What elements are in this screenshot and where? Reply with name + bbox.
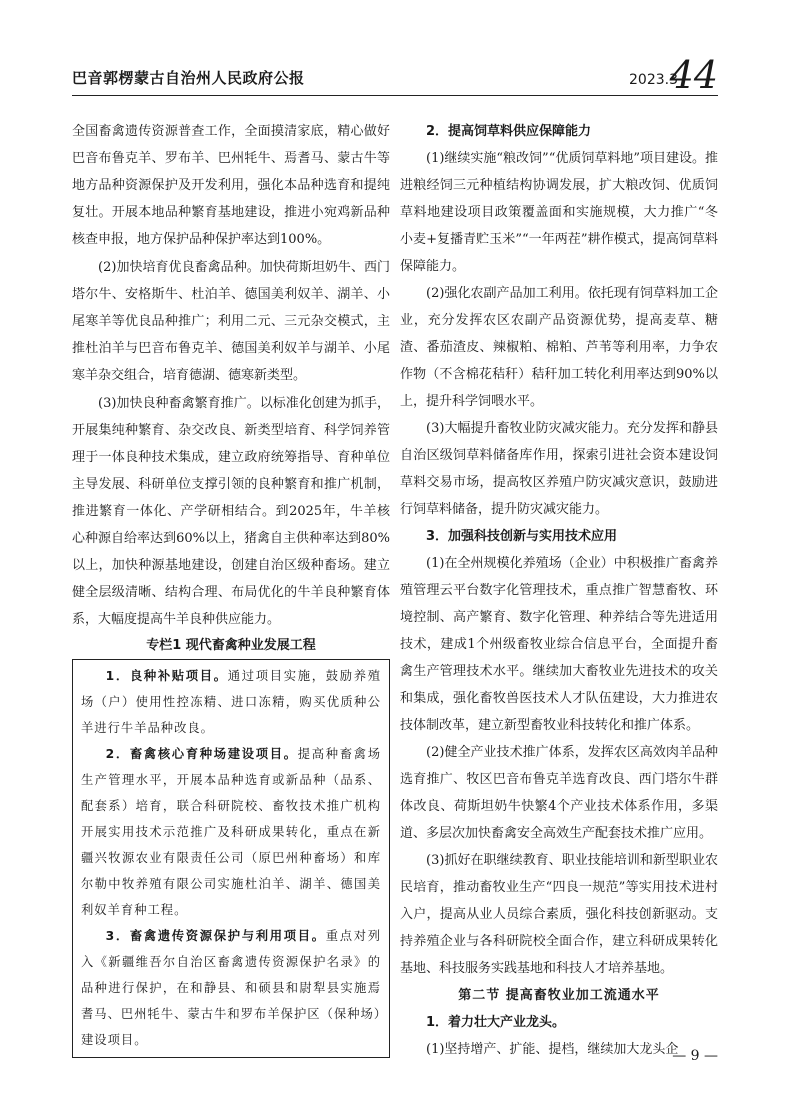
journal-title: 巴音郭楞蒙古自治州人民政府公报: [72, 69, 305, 87]
subsection-heading: 1．着力壮大产业龙头。: [426, 1015, 566, 1030]
box-item-heading: 1．良种补贴项目。: [105, 669, 228, 683]
paragraph: 全国畜禽遗传资源普查工作，全面摸清家底，精心做好巴音布鲁克羊、罗布羊、巴州牦牛、焉耆马、蒙古牛等地方品种资源保护及开发利用，强化本品种选育和提纯复壮。开展本地品种繁育基地建设，推进小宛鸡新品种核查申报，地方保护品种保护率达到100%。: [72, 124, 390, 247]
paragraph: (1)坚持增产、扩能、提档，继续加大龙头企: [426, 1042, 679, 1057]
paragraph: (3)抓好在职继续教育、职业技能培训和新型职业农民培育，推动畜牧业生产“四良一规范”等实用技术进村入户，提高从业人员综合素质，强化科技创新驱动。支持养殖企业与各科研院校全面合作，建立科研成果转化基地、科技服务实践基地和科技人才培养基地。: [400, 853, 718, 976]
paragraph: (2)健全产业技术推广体系，发挥农区高效肉羊品种选育推广、牧区巴音布鲁克羊选育改良、西门塔尔牛群体改良、荷斯坦奶牛快繁4个产业技术体系作用，多渠道、多层次加快畜禽安全高效生产配套技术推广应用。: [400, 745, 718, 841]
paragraph: (2)加快培育优良畜禽品种。加快荷斯坦奶牛、西门塔尔牛、安格斯牛、杜泊羊、德国美利奴羊、湖羊、小尾寒羊等优良品种推广；利用二元、三元杂交模式，主推杜泊羊与巴音布鲁克羊、德国美利奴羊与湖羊、小尾寒羊杂交组合，培育德湖、德寒新类型。: [72, 260, 390, 383]
box-item-heading: 3．畜禽遗传资源保护与利用项目。: [105, 929, 326, 943]
right-column: [400, 118, 718, 1063]
page-header: [72, 50, 718, 96]
box-item-text: 通过项目实施，鼓励养殖场（户）使用性控冻精、进口冻精，购买优质种公羊进行牛羊品种改良。: [81, 669, 381, 735]
subsection-heading: 2．提高饲草料供应保障能力: [426, 124, 592, 139]
box-item: [81, 663, 381, 741]
box-item-text: 提高种畜禽场生产管理水平，开展本品种选育或新品种（品系、配套系）培育，联合科研院校、畜牧技术推广机构开展实用技术示范推广及科研成果转化，重点在新疆兴牧源农业有限责任公司（原巴州种畜场）和库尔勒中牧养殖有限公司实施杜泊羊、湖羊、德国美利奴羊育种工程。: [81, 747, 381, 917]
section-title: 第二节 提高畜牧业加工流通水平: [458, 988, 660, 1003]
paragraph: (2)强化农副产品加工利用。依托现有饲草料加工企业，充分发挥农区农副产品资源优势，提高麦草、糖渣、番茄渣皮、辣椒粕、棉粕、芦苇等利用率，力争农作物（不含棉花秸秆）秸秆加工转化利用率达到90%以上，提升科学饲喂水平。: [400, 286, 718, 409]
paragraph: (1)继续实施“粮改饲”“优质饲草料地”项目建设。推进粮经饲三元种植结构协调发展，扩大粮改饲、优质饲草料地建设项目政策覆盖面和实施规模，大力推广“冬小麦+复播青贮玉米”“一年两茬”耕作模式，提高饲草料保障能力。: [400, 151, 718, 274]
header-rule: [72, 95, 718, 96]
header-page-number: 44: [669, 53, 718, 97]
subsection-heading: 3．加强科技创新与实用技术应用: [426, 529, 618, 544]
box-item: [81, 741, 381, 923]
box-item: [81, 923, 381, 1053]
box-item-text: 重点对列入《新疆维吾尔自治区畜禽遗传资源保护名录》的品种进行保护，在和静县、和硕县和尉犁县实施焉耆马、巴州牦牛、蒙古牛和罗布羊保护区（保种场）建设项目。: [81, 929, 381, 1047]
box-title: 专栏1 现代畜禽种业发展工程: [146, 638, 316, 653]
left-column: [72, 118, 390, 1058]
issue-number: 2023.3: [629, 72, 678, 88]
page-number: — 9 —: [672, 1048, 718, 1064]
paragraph: (3)加快良种畜禽繁育推广。以标准化创建为抓手，开展集纯种繁育、杂交改良、新类型培育、科学饲养管理于一体良种技术集成，建立政府统筹指导、育种单位主导发展、科研单位支撑引领的良种繁育和推广机制，推进繁育一体化、产学研相结合。到2025年，牛羊核心种源自给率达到60%以上，猪禽自主供种率达到80%以上，加快种源基地建设，创建自治区级种畜场。建立健全层级清晰、结构合理、布局优化的牛羊良种繁育体系，大幅度提高牛羊良种供应能力。: [72, 396, 390, 627]
box-item-heading: 2．畜禽核心育种场建设项目。: [105, 747, 298, 761]
paragraph: (3)大幅提升畜牧业防灾减灾能力。充分发挥和静县自治区级饲草料储备库作用，探索引进社会资本建设饲草料交易市场，提高牧区养殖户防灾减灾意识，鼓励进行饲草料储备，提升防灾减灾能力。: [400, 421, 718, 517]
sidebar-box: [72, 659, 390, 1058]
paragraph: (1)在全州规模化养殖场（企业）中积极推广畜禽养殖管理云平台数字化管理技术，重点推广智慧畜牧、环境控制、高产繁育、数字化管理、种养结合等先进适用技术，建成1个州级畜牧业综合信息平台，全面提升畜禽生产管理技术水平。继续加大畜牧业先进技术的攻关和集成，强化畜牧兽医技术人才队伍建设，大力推进农技体制改革，建立新型畜牧业科技转化和推广体系。: [400, 556, 718, 733]
